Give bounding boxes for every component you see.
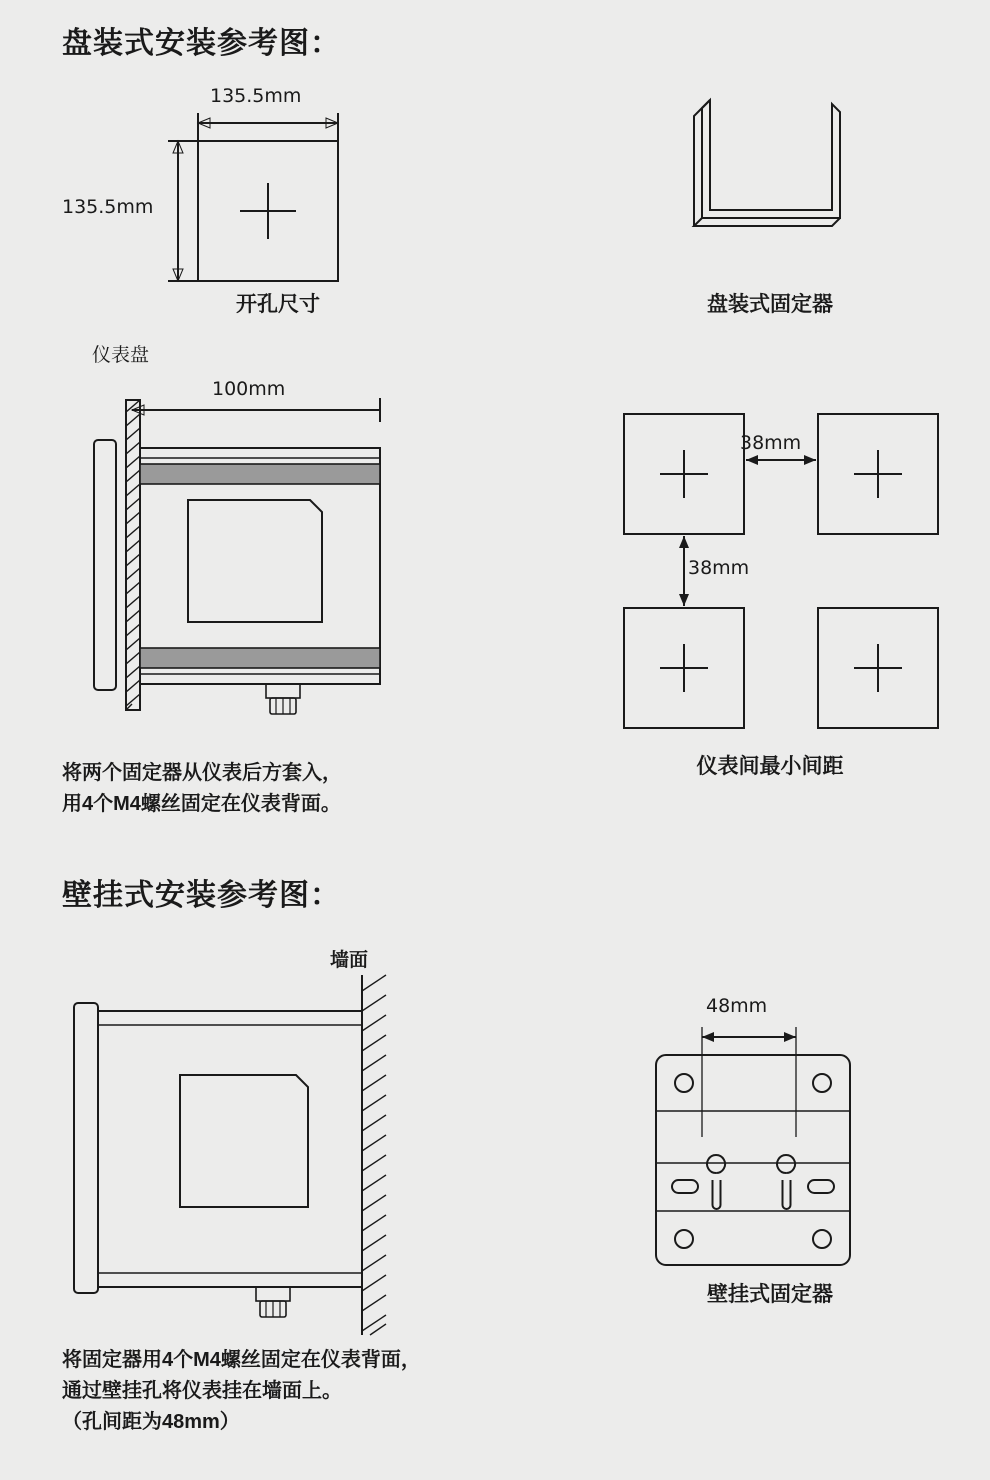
figure-wall-side-view xyxy=(60,975,460,1345)
spacing-vertical-label: 38mm xyxy=(688,557,750,579)
label-panel-board: 仪表盘 xyxy=(92,345,150,366)
figure-panel-side-view xyxy=(70,370,430,750)
cutout-height-label: 135.5mm xyxy=(62,196,154,218)
figure-wall-bracket xyxy=(620,1015,920,1285)
depth-label: 100mm xyxy=(212,378,286,400)
note-wall-line-1: 将固定器用4个M4螺丝固定在仪表背面， xyxy=(62,1349,421,1371)
section-title-wall-mount: 壁挂式安装参考图： xyxy=(62,879,341,912)
spacing-horizontal-label: 38mm xyxy=(740,432,802,454)
caption-min-spacing: 仪表间最小间距 xyxy=(696,755,844,778)
hole-spacing-label: 48mm xyxy=(706,995,768,1017)
cutout-width-label: 135.5mm xyxy=(210,85,302,107)
note-wall-mount xyxy=(62,1345,582,1438)
note-wall-line-2: 通过壁挂孔将仪表挂在墙面上。 xyxy=(62,1380,342,1402)
note-wall-line-3: （孔间距为48mm） xyxy=(62,1411,240,1433)
caption-cutout: 开孔尺寸 xyxy=(236,293,320,316)
figure-panel-bracket xyxy=(660,90,860,270)
caption-panel-bracket: 盘装式固定器 xyxy=(707,293,833,316)
caption-wall-bracket: 壁挂式固定器 xyxy=(707,1283,833,1306)
note-panel-line-2: 用4个M4螺丝固定在仪表背面。 xyxy=(62,793,341,815)
label-wall: 墙面 xyxy=(330,950,369,971)
note-panel-line-1: 将两个固定器从仪表后方套入， xyxy=(62,762,342,784)
figure-cutout xyxy=(150,85,410,295)
note-panel-mount xyxy=(62,758,502,820)
section-title-panel-mount: 盘装式安装参考图： xyxy=(62,27,341,60)
